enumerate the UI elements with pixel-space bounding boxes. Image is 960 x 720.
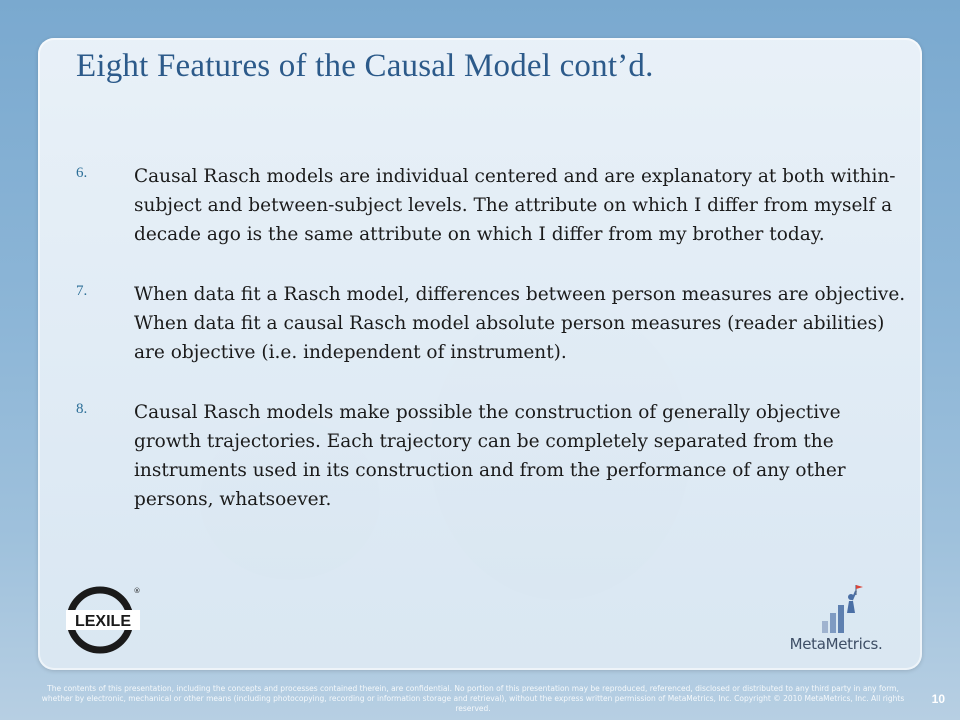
list-item: [76, 162, 906, 249]
page-number: 10: [931, 692, 945, 706]
list-item: [76, 280, 906, 367]
metametrics-bars-icon: [780, 583, 892, 635]
lexile-logo: [66, 586, 146, 654]
list-item-text: Causal Rasch models make possible the construction of generally objective growth trajectories. Each trajectory can be completely separated from the instruments used in its construction and from the performance of any other persons, whatsoever.: [134, 402, 846, 510]
list-item: [76, 398, 906, 514]
slide-title: Eight Features of the Causal Model cont’d.: [76, 48, 654, 84]
footer-disclaimer: The contents of this presentation, including the concepts and processes contained therein, are confidential. No portion of this presentation may be reproduced, referenced, disclosed or distributed to any third party in any form, whether by electronic, mechanical or other means (including photocopying, recording or information storage and retrieval), without the express written permission of MetaMetrics, Inc. Copyright © 2010 MetaMetrics, Inc. All rights reserved.: [41, 684, 905, 713]
lexile-logo-icon: [66, 586, 146, 654]
metametrics-logo-text: MetaMetrics.: [789, 635, 883, 653]
list-item-text: When data fit a Rasch model, differences between person measures are objective. When data fit a causal Rasch model absolute person measures (reader abilities) are objective (i.e. independent of instrument).: [134, 284, 906, 363]
metametrics-logo: [780, 583, 892, 653]
list-item-number: 6.: [76, 165, 88, 181]
list-item-number: 8.: [76, 401, 88, 417]
numbered-list: [76, 162, 906, 514]
registered-mark: ®: [133, 587, 141, 595]
list-item-text: Causal Rasch models are individual centered and are explanatory at both within-subject and between-subject levels. The attribute on which I differ from myself a decade ago is the same attribute on which I differ from my brother today.: [134, 166, 896, 245]
list-item-number: 7.: [76, 283, 88, 299]
lexile-logo-text: LEXILE: [74, 613, 132, 630]
